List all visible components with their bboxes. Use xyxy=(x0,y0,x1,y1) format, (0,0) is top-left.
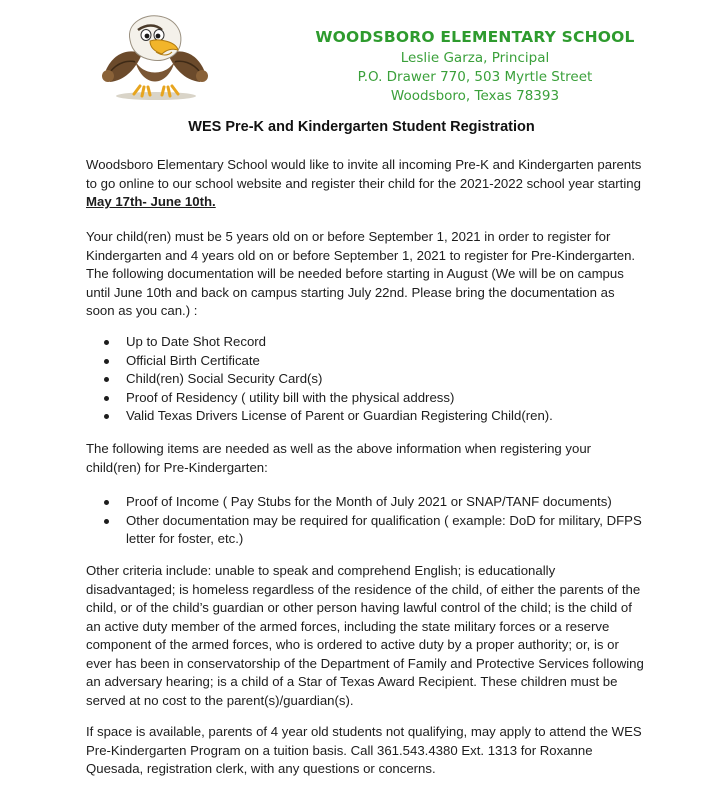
prek-documents-list xyxy=(86,493,646,549)
prek-intro-paragraph: The following items are needed as well as the above information when registering your child(ren) for Pre-Kindergarten: xyxy=(86,441,592,475)
list-item: Proof of Residency ( utility bill with the physical address) xyxy=(86,389,646,408)
address-line-1: P.O. Drawer 770, 503 Myrtle Street xyxy=(357,69,593,85)
intro-paragraph xyxy=(86,156,646,212)
school-name: WOODSBORO ELEMENTARY SCHOOL xyxy=(315,28,635,46)
list-item: Official Birth Certificate xyxy=(86,352,646,371)
document-title: WES Pre-K and Kindergarten Student Registration xyxy=(188,119,535,135)
list-item: Child(ren) Social Security Card(s) xyxy=(86,370,646,389)
list-item: Proof of Income ( Pay Stubs for the Month of July 2021 or SNAP/TANF documents) xyxy=(86,493,646,512)
list-item: Other documentation may be required for qualification ( example: DoD for military, DFPS letter for foster, etc.) xyxy=(86,512,646,549)
requirements-paragraph: Your child(ren) must be 5 years old on or before September 1, 2021 in order to register for Kindergarten and 4 years old on or before September 1, 2021 to register for Pre-Kindergarten. The following documentation will be needed before starting in August (We will be on campus until June 10th and back on campus starting July 22nd. Please bring the documentation as soon as you can.) : xyxy=(86,229,636,318)
letterhead xyxy=(310,28,640,106)
documents-list xyxy=(86,333,646,426)
address-line-2: Woodsboro, Texas 78393 xyxy=(390,88,560,104)
list-item: Up to Date Shot Record xyxy=(86,333,646,352)
list-item: Valid Texas Drivers License of Parent or Guardian Registering Child(ren). xyxy=(86,407,646,426)
intro-text: Woodsboro Elementary School would like to invite all incoming Pre-K and Kindergarten parents to go online to our school website and register their child for the 2021-2022 school year starting xyxy=(86,157,642,191)
tuition-paragraph: If space is available, parents of 4 year old students not qualifying, may apply to attend the WES Pre-Kindergarten Program on a tuition basis. Call 361.543.4380 Ext. 1313 for Roxanne Quesada, registration clerk, with any questions or concerns. xyxy=(86,724,642,776)
registration-deadline: May 17th- June 10th. xyxy=(86,194,216,209)
eagle-mascot-icon xyxy=(96,10,214,102)
other-criteria-paragraph: Other criteria include: unable to speak and comprehend English; is educationally disadvantaged; is homeless regardless of the residence of the child, of either the parents of the child, or of the child’s guardian or other person having lawful control of the child; is the child of an active duty member of the armed forces, including the state military forces or a reserve component of the armed forces, who is ordered to active duty by a proper authority; or, is or ever has been in conservatorship of the Department of Family and Protective Services following an adversary hearing; is a child of a Star of Texas Award Recipient. These children must be served at no cost to the parent(s)/guardian(s). xyxy=(86,563,644,708)
principal-name: Leslie Garza, Principal xyxy=(400,50,550,66)
